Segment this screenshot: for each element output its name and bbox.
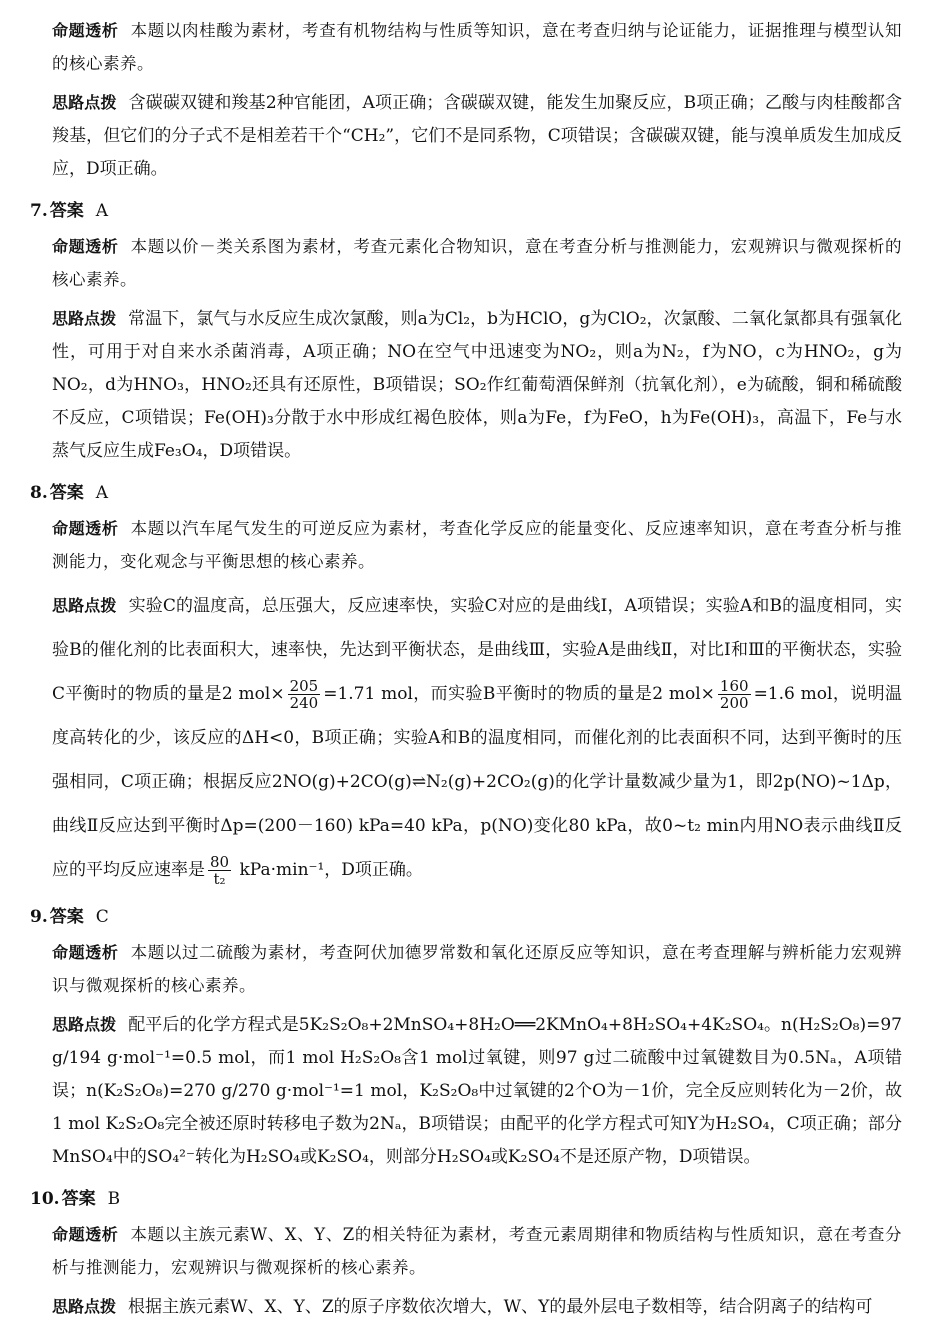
solution-label: 思路点拨 [52,1297,117,1316]
analysis-paragraph [52,14,902,80]
solution-paragraph [52,86,902,186]
answer-line [30,478,902,508]
analysis-label: 命题透析 [52,1225,119,1244]
analysis-label: 命题透析 [52,21,119,40]
analysis-text: 本题以价－类关系图为素材，考查元素化合物知识，意在考查分析与推测能力，宏观辨识与微观探析的核心素养。 [52,237,902,289]
analysis-text: 本题以主族元素W、X、Y、Z的相关特征为素材，考查元素周期律和物质结构与性质知识，意在考查分析与推测能力，宏观辨识与微观探析的核心素养。 [52,1225,902,1277]
fraction [288,678,321,711]
question-number: 10. [30,1189,60,1209]
fraction-denominator: 240 [289,694,319,712]
answer-line [30,1184,902,1214]
analysis-text: 本题以肉桂酸为素材，考查有机物结构与性质等知识，意在考查归纳与论证能力，证据推理与模型认知的核心素养。 [52,21,902,73]
question-9 [30,902,902,1174]
solution-text: kPa·min⁻¹，D项正确。 [234,860,423,880]
solution-text: =1.6 mol，说明温度高转化的少，该反应的ΔH<0，B项正确；实验A和B的温度相同，而催化剂的比表面积不同，达到平衡时的压强相同，C项正确；根据反应2NO(g)+2CO(g)⇌N₂(g)+2CO₂(g)的化学计量数减少量为1，即2p(NO)~1Δp，曲线Ⅱ反应达到平衡时Δp=(200－160) kPa=40 kPa，p(NO)变化80 kPa，故0~t₂ min内用NO表示曲线Ⅱ反应的平均反应速率是 [52,684,902,880]
question-6-continued [30,14,902,186]
solution-paragraph [52,302,902,468]
solution-text: 配平后的化学方程式是5K₂S₂O₈+2MnSO₄+8H₂O══2KMnO₄+8H₂SO₄+4K₂SO₄。n(H₂S₂O₈)=97 g/194 g·mol⁻¹=0.5 mol，而1 mol H₂S₂O₈含1 mol过氧键，则97 g过二硫酸中过氧键数目为0.5Nₐ，A项错误；n(K₂S₂O₈)=270 g/270 g·mol⁻¹=1 mol，K₂S₂O₈中过氧键的2个O为－1价，完全反应则转化为－2价，故1 mol K₂S₂O₈完全被还原时转移电子数为2Nₐ，B项错误；由配平的化学方程式可知Y为H₂SO₄，C项正确；部分MnSO₄中的SO₄²⁻转化为H₂SO₄或K₂SO₄，则部分H₂SO₄或K₂SO₄不是还原产物，D项错误。 [52,1015,902,1167]
question-10 [30,1184,902,1324]
analysis-paragraph [52,512,902,578]
solution-paragraph [52,584,902,892]
solution-label: 思路点拨 [52,1015,117,1034]
analysis-label: 命题透析 [52,943,119,962]
answer-label: 答案 [49,483,84,503]
solution-text: =1.71 mol，而实验B平衡时的物质的量是2 mol× [323,684,715,704]
analysis-text: 本题以过二硫酸为素材，考查阿伏加德罗常数和氧化还原反应等知识，意在考查理解与辨析能力宏观辨识与微观探析的核心素养。 [52,943,902,995]
question-number: 9. [30,907,48,927]
analysis-label: 命题透析 [52,519,119,538]
fraction [208,854,231,887]
solution-text: 含碳碳双键和羧基2种官能团，A项正确；含碳碳双键，能发生加聚反应，B项正确；乙酸与肉桂酸都含羧基，但它们的分子式不是相差若干个“CH₂”，它们不是同系物，C项错误；含碳碳双键，能与溴单质发生加成反应，D项正确。 [52,93,902,179]
question-number: 7. [30,201,48,221]
solution-paragraph [52,1008,902,1174]
analysis-paragraph [52,230,902,296]
analysis-label: 命题透析 [52,237,119,256]
answer-value: B [107,1189,121,1209]
analysis-paragraph [52,936,902,1002]
answer-label: 答案 [49,907,84,927]
solution-text: 实验C的温度高，总压强大，反应速率快，实验C对应的是曲线Ⅰ，A项错误；实验A和B的温度相同，实验B的催化剂的比表面积大，速率快，先达到平衡状态，是曲线Ⅲ，实验A是曲线Ⅱ，对比Ⅰ和Ⅲ的平衡状态，实验C平衡时的物质的量是2 mol× [52,596,902,704]
fraction-denominator: t₂ [213,870,226,888]
answer-line [30,196,902,226]
question-number: 8. [30,483,48,503]
analysis-paragraph [52,1218,902,1284]
solution-text: 常温下，氯气与水反应生成次氯酸，则a为Cl₂，b为HClO，g为ClO₂，次氯酸、二氧化氯都具有强氧化性，可用于对自来水杀菌消毒，A项正确；NO在空气中迅速变为NO₂，则a为N₂，f为NO，c为HNO₂，g为NO₂，d为HNO₃，HNO₂还具有还原性，B项错误；SO₂作红葡萄酒保鲜剂（抗氧化剂），e为硫酸，铜和稀硫酸不反应，C项错误；Fe(OH)₃分散于水中形成红褐色胶体，则a为Fe，f为FeO，h为Fe(OH)₃，高温下，Fe与水蒸气反应生成Fe₃O₄，D项错误。 [52,309,902,461]
analysis-text: 本题以汽车尾气发生的可逆反应为素材，考查化学反应的能量变化、反应速率知识，意在考查分析与推测能力，变化观念与平衡思想的核心素养。 [52,519,902,571]
answer-line [30,902,902,932]
solution-label: 思路点拨 [52,596,117,615]
solution-text: 根据主族元素W、X、Y、Z的原子序数依次增大，W、Y的最外层电子数相等，结合阴离子的结构可 [128,1297,873,1317]
solution-label: 思路点拨 [52,309,117,328]
fraction-numerator: 160 [719,677,749,695]
fraction-denominator: 200 [719,694,749,712]
answer-label: 答案 [49,201,84,221]
answer-label: 答案 [61,1189,96,1209]
question-7 [30,196,902,468]
fraction-numerator: 80 [210,853,230,871]
answer-value: A [95,201,109,221]
solution-label: 思路点拨 [52,93,117,112]
fraction-numerator: 205 [289,677,319,695]
fraction [718,678,751,711]
question-8 [30,478,902,892]
answer-value: C [95,907,109,927]
solution-paragraph [52,1290,902,1324]
answer-value: A [95,483,109,503]
